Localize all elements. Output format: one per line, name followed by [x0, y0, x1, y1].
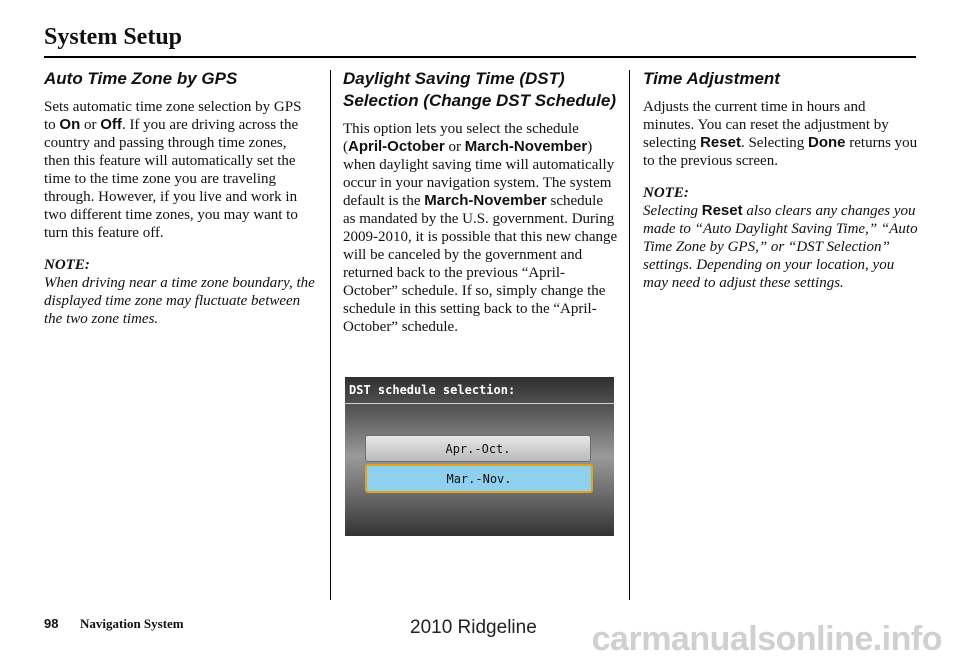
screen-option-apr-oct[interactable]: Apr.-Oct.	[365, 435, 591, 462]
option-reset: Reset	[700, 134, 741, 151]
screen-title-rule	[345, 403, 614, 404]
body-text: This option lets you select the schedule (	[343, 121, 579, 155]
body-text: . If you are driving across the country and passing through time zones, then this feature will automatically set the time to the time zone you are traveling through. However, if you live and work in two different time zones, you may want to turn this feature off.	[44, 117, 299, 241]
option-march-november: March-November	[464, 138, 588, 155]
note-heading: NOTE:	[44, 257, 90, 273]
option-done: Done	[808, 134, 846, 151]
column-divider-left	[330, 70, 331, 600]
column-divider-right	[629, 70, 630, 600]
note-text: also clears any changes you made to “Auto Daylight Saving Time,” “Auto Time Zone by GPS,” or “DST Selection” settings. Depending on your location, you may need to adjust these settings.	[643, 203, 918, 291]
page-title: System Setup	[44, 24, 183, 50]
auto-time-zone-body	[44, 98, 316, 242]
screen-title: DST schedule selection:	[349, 383, 516, 397]
site-watermark: carmanualsonline.info	[591, 620, 942, 658]
dst-schedule-screen	[345, 377, 614, 536]
note-text: Selecting	[643, 203, 702, 219]
footer-label: Navigation System	[80, 616, 184, 631]
model-watermark: 2010 Ridgeline	[410, 617, 537, 638]
time-adjustment-body	[643, 98, 918, 170]
note-body: When driving near a time zone boundary, the displayed time zone may fluctuate between the two zone times.	[44, 275, 315, 327]
body-text: schedule as mandated by the U.S. government. During 2009-2010, it is possible that this new change will be canceled by the government and returned back to the previous “April-October” schedule. If so, simply change the schedule in this setting back to the “April-October” schedule.	[343, 193, 618, 335]
body-text: or	[80, 117, 101, 133]
heading-time-adjustment: Time Adjustment	[643, 69, 780, 88]
title-rule	[44, 56, 916, 58]
column-time-adjustment	[643, 68, 918, 292]
page-number: 98	[44, 616, 59, 631]
body-text: returns you to the previous screen.	[643, 135, 918, 169]
column-auto-time-zone	[44, 68, 316, 328]
option-april-october: April-October	[348, 138, 445, 155]
default-march-november: March-November	[424, 192, 547, 209]
body-text: . Selecting	[740, 135, 809, 151]
note-heading: NOTE:	[643, 185, 689, 201]
option-off: Off	[100, 116, 122, 133]
body-text: ) when daylight saving time will automatically occur in your navigation system. The system default is the	[343, 139, 615, 209]
option-on: On	[59, 116, 81, 133]
note-body	[643, 202, 918, 292]
screen-option-mar-nov-selected[interactable]: Mar.-Nov.	[365, 464, 593, 493]
column-dst-selection	[343, 68, 618, 336]
heading-dst-selection: Daylight Saving Time (DST) Selection (Change DST Schedule)	[343, 69, 616, 110]
body-text: Sets automatic time zone selection by GPS to	[44, 99, 302, 133]
body-text: Adjusts the current time in hours and minutes. You can reset the adjustment by selecting	[643, 99, 889, 151]
body-text: or	[444, 139, 465, 155]
dst-selection-body	[343, 120, 618, 336]
heading-auto-time-zone: Auto Time Zone by GPS	[44, 69, 238, 88]
option-reset: Reset	[701, 202, 743, 219]
